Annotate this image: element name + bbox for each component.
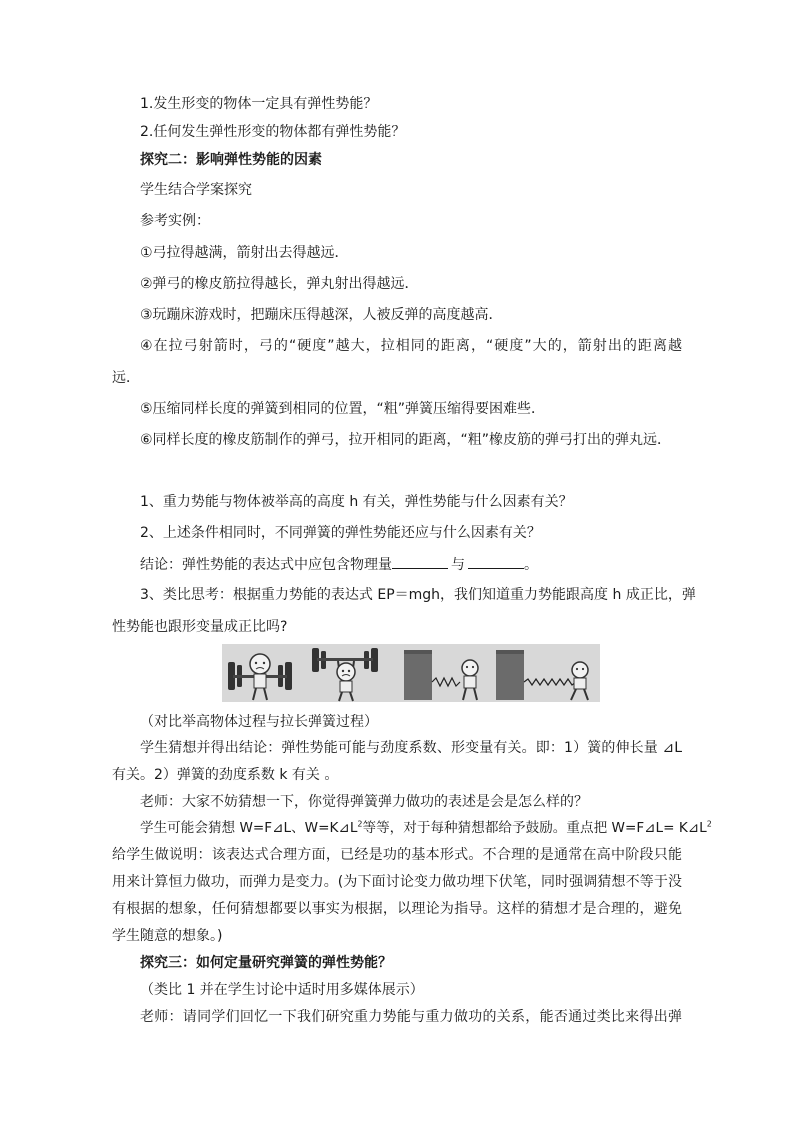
conclusion-line [140,554,538,575]
conclusion-text: 结论：弹性势能的表达式中应包含物理量 [140,557,392,573]
question-1: 1、重力势能与物体被举高的高度 h 有关，弹性势能与什么因素有关？ [140,494,573,510]
line-students-explore: 学生结合学案探究 [140,182,252,198]
explanation-line2: 用来计算恒力做功，而弹力是变力。(为下面讨论变力做功埋下伏笔，同时强调猜想不等于没 [112,874,682,890]
example-2: ②弹弓的橡皮筋拉得越长，弹丸射出得越远． [140,276,419,292]
teacher-question: 老师：请同学们回忆一下我们研究重力势能与重力做功的关系，能否通过类比来得出弹 [140,1009,682,1025]
heading-inquiry-2: 探究二：影响弹性势能的因素 [140,152,322,168]
conclusion-and: 与 [451,557,465,573]
blank-1 [392,554,448,569]
wall-spring-long-icon [496,650,588,700]
guess-line2: 有关。2）弹簧的劲度系数 k 有关 。 [112,767,339,783]
question-3-line1: 3、类比思考：根据重力势能的表达式 EP＝mgh，我们知道重力势能跟高度 h 成正比，弹 [140,587,696,603]
example-4-line1: ④在拉弓射箭时，弓的“硬度”越大，拉相同的距离，“硬度”大的，箭射出的距离越 [140,338,682,354]
example-5: ⑤压缩同样长度的弹簧到相同的位置，“粗”弹簧压缩得要困难些． [140,401,546,417]
example-1: ①弓拉得越满，箭射出去得越远． [140,245,349,261]
weightlifter-holding-high-icon [312,648,378,701]
student-guess-line1 [140,818,712,838]
analogy-note: （类比 1 并在学生讨论中适时用多媒体展示） [140,982,424,998]
superscript-2b: 2 [706,819,712,829]
teacher-prompt: 老师：大家不妨猜想一下，你觉得弹簧弹力做功的表述是会是怎么样的？ [140,794,588,810]
guess-line1: 学生猜想并得出结论：弹性势能可能与劲度系数、形变量有关。即：1）簧的伸长量 ⊿L [140,740,682,756]
explanation-line4: 学生随意的想象。) [112,928,223,944]
explanation-line3: 有根据的想象，任何猜想都要以事实为根据，以理论为指导。这样的猜想才是合理的，避免 [112,901,682,917]
figure-caption: （对比举高物体过程与拉长弹簧过程） [140,714,378,730]
conclusion-end: 。 [524,557,538,573]
student-guess-part1: 学生可能会猜想 W=F⊿L、W=K⊿L [140,820,358,836]
question-2: 2、上述条件相同时，不同弹簧的弹性势能还应与什么因素有关？ [140,525,541,541]
line-reference-examples: 参考实例： [140,213,210,229]
question-3-line2: 性势能也跟形变量成正比吗? [112,619,288,635]
example-4-line2: 远． [112,370,140,386]
example-6: ⑥同样长度的橡皮筋制作的弹弓，拉开相同的距离，“粗”橡皮筋的弹弓打出的弹丸远． [140,432,672,448]
blank-2 [468,554,524,569]
wall-spring-short-icon [404,650,478,700]
example-3: ③玩蹦床游戏时，把蹦床压得越深，人被反弹的高度越高． [140,307,503,323]
weightlifter-holding-low-icon [228,654,292,700]
heading-inquiry-3: 探究三：如何定量研究弹簧的弹性势能？ [140,955,392,971]
comparison-figure [222,644,600,702]
line-q1: 1.发生形变的物体一定具有弹性势能？ [140,96,378,112]
line-q2: 2.任何发生弹性形变的物体都有弹性势能？ [140,124,406,140]
explanation-line1: 给学生做说明：该表达式合理方面，已经是功的基本形式。不合理的是通常在高中阶段只能 [112,847,682,863]
student-guess-part2: 等等，对于每种猜想都给予鼓励。重点把 W=F⊿L= K⊿L [362,820,707,836]
superscript-2: 2 [357,819,363,829]
